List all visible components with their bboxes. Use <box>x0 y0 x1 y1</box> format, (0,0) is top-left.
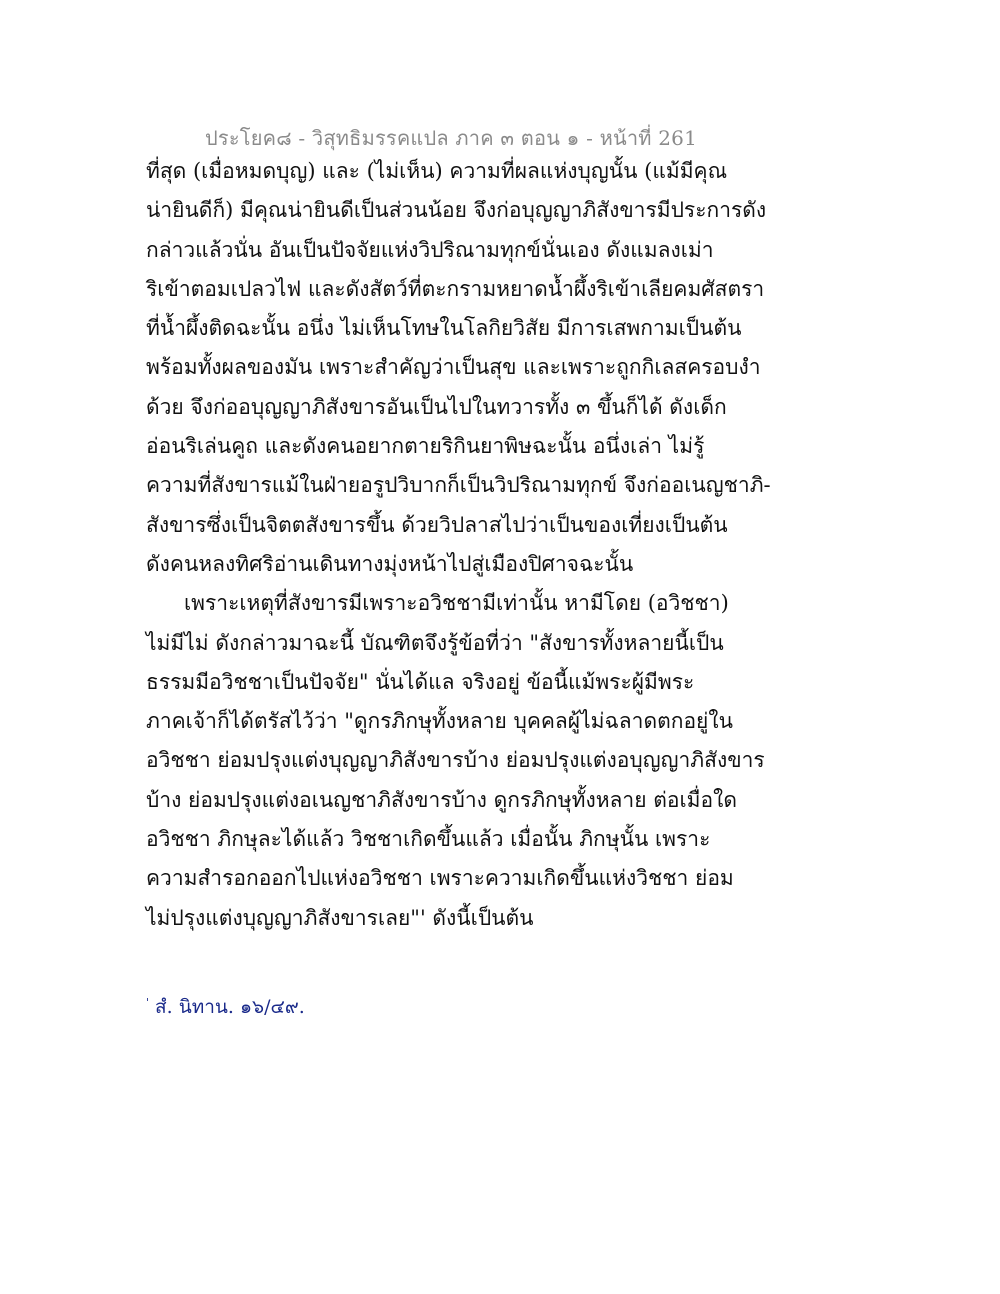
text-line: ดังคนหลงทิศริอ่านเดินทางมุ่งหน้าไปสู่เมืองปิศาจฉะนั้น <box>146 551 634 576</box>
text-line: บ้าง ย่อมปรุงแต่งอเนญชาภิสังขารบ้าง ดูกรภิกษุทั้งหลาย ต่อเมื่อใด <box>146 787 737 812</box>
footnote-text: สํ. นิทาน. ๑๖/๔๙. <box>155 996 305 1018</box>
footnote <box>146 992 305 1022</box>
text-line: ไม่ปรุงแต่งบุญญาภิสังขารเลย"' ดังนี้เป็นต้น <box>146 905 534 930</box>
text-line: ที่สุด (เมื่อหมดบุญ) และ (ไม่เห็น) ความที่ผลแห่งบุญนั้น (แม้มีคุณ <box>146 159 728 183</box>
text-line: อวิชชา ย่อมปรุงแต่งบุญญาภิสังขารบ้าง ย่อมปรุงแต่งอบุญญาภิสังขาร <box>146 748 765 773</box>
text-line: ความสำรอกออกไปแห่งอวิชชา เพราะความเกิดขึ้นแห่งวิชชา ย่อม <box>146 866 734 891</box>
body-text <box>146 152 771 938</box>
page-header: ประโยค๘ - วิสุทธิมรรคแปล ภาค ๓ ตอน ๑ - หน้าที่ 261 <box>205 126 697 150</box>
text-line: ภาคเจ้าก็ได้ตรัสไว้ว่า "ดูกรภิกษุทั้งหลาย บุคคลผู้ไม่ฉลาดตกอยู่ใน <box>146 709 733 734</box>
text-line: อวิชชา ภิกษุละได้แล้ว วิชชาเกิดขึ้นแล้ว เมื่อนั้น ภิกษุนั้น เพราะ <box>146 827 711 852</box>
text-line: ความที่สังขารแม้ในฝ่ายอรูปวิบากก็เป็นวิปริณามทุกข์ จึงก่ออเนญชาภิ- <box>146 473 771 498</box>
text-line: อ่อนริเล่นคูถ และดังคนอยากตายริกินยาพิษฉะนั้น อนึ่งเล่า ไม่รู้ <box>146 434 705 459</box>
text-line: กล่าวแล้วนั่น อันเป็นปัจจัยแห่งวิปริณามทุกข์นั่นเอง ดังแมลงเม่า <box>146 237 714 262</box>
paragraph-start-line: เพราะเหตุที่สังขารมีเพราะอวิชชามีเท่านั้น หามีโดย (อวิชชา) <box>184 591 729 616</box>
text-line: ธรรมมีอวิชชาเป็นปัจจัย" นั่นได้แล จริงอยู่ ข้อนี้แม้พระผู้มีพระ <box>146 669 695 694</box>
text-line: ริเข้าตอมเปลวไฟ และดังสัตว์ที่ตะกรามหยาดน้ำผึ้งริเข้าเลียคมศัสตรา <box>146 276 765 301</box>
text-line: พร้อมทั้งผลของมัน เพราะสำคัญว่าเป็นสุข และเพราะถูกกิเลสครอบงำ <box>146 355 761 380</box>
footnote-marker: ' <box>146 995 150 1009</box>
text-line: สังขารซึ่งเป็นจิตตสังขารขึ้น ด้วยวิปลาสไปว่าเป็นของเที่ยงเป็นต้น <box>146 512 728 537</box>
text-line: ไม่มีไม่ ดังกล่าวมาฉะนี้ บัณฑิตจึงรู้ข้อที่ว่า "สังขารทั้งหลายนี้เป็น <box>146 630 724 655</box>
text-line: ที่น้ำผึ้งติดฉะนั้น อนึ่ง ไม่เห็นโทษในโลกิยวิสัย มีการเสพกามเป็นต้น <box>146 316 742 341</box>
text-line: น่ายินดีก็) มีคุณน่ายินดีเป็นส่วนน้อย จึงก่อบุญญาภิสังขารมีประการดัง <box>146 198 767 223</box>
text-line: ด้วย จึงก่ออบุญญาภิสังขารอันเป็นไปในทวารทั้ง ๓ ขึ้นก็ได้ ดังเด็ก <box>146 394 727 419</box>
